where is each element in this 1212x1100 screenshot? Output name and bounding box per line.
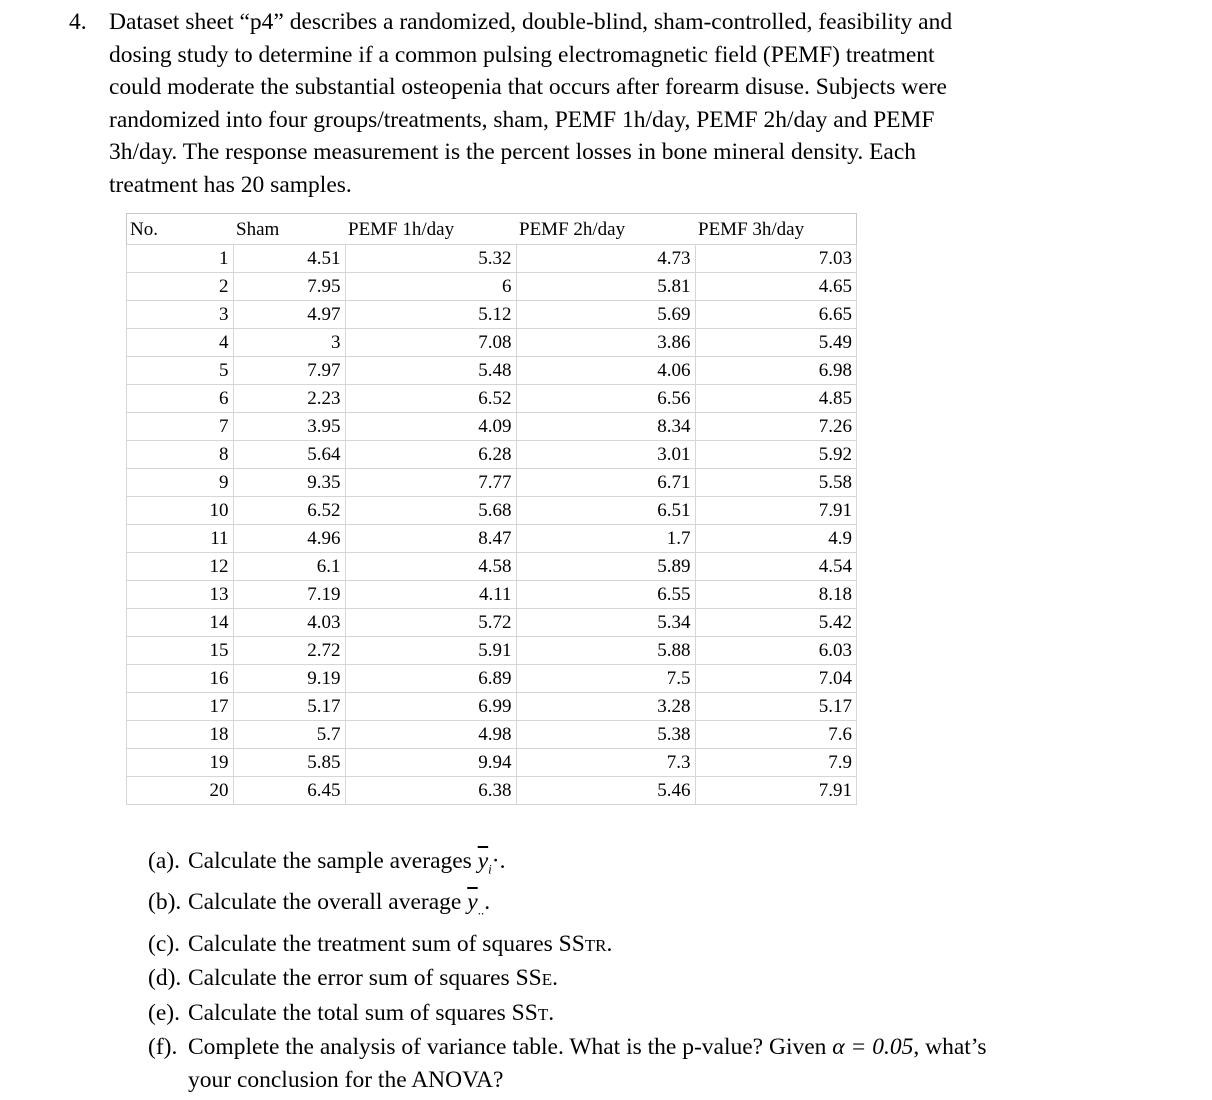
row-number: 1 <box>127 245 234 273</box>
table-row <box>127 357 857 385</box>
pemf-1h-value: 5.12 <box>345 301 516 329</box>
question-label: (e). <box>148 999 180 1026</box>
question-text: Calculate the treatment sum of squares SSTR. <box>188 930 613 957</box>
question-label: (c). <box>148 930 180 957</box>
pemf-1h-value: 4.11 <box>345 581 516 609</box>
question-a <box>148 845 986 886</box>
question-f-continuation: your conclusion for the ANOVA? <box>188 1066 504 1093</box>
pemf-3h-value: 6.03 <box>695 637 857 665</box>
pemf-2h-value: 5.88 <box>516 637 695 665</box>
pemf-2h-value: 6.55 <box>516 581 695 609</box>
problem-line: Dataset sheet “p4” describes a randomized, double-blind, sham-controlled, feasibility and <box>109 9 953 35</box>
pemf-1h-value: 5.68 <box>345 497 516 525</box>
sham-value: 3 <box>233 329 345 357</box>
sham-value: 4.03 <box>233 609 345 637</box>
row-number: 11 <box>127 525 234 553</box>
table-row <box>127 553 857 581</box>
table-row <box>127 581 857 609</box>
sham-value: 9.35 <box>233 469 345 497</box>
dataset-table <box>126 213 857 805</box>
table-row <box>127 441 857 469</box>
sham-value: 9.19 <box>233 665 345 693</box>
header-pemf-2h: PEMF 2h/day <box>519 219 626 240</box>
question-text: Complete the analysis of variance table. What is the p-value? Given α = 0.05, what’s <box>188 1034 987 1061</box>
pemf-2h-value: 7.3 <box>516 749 695 777</box>
pemf-3h-value: 6.65 <box>695 301 857 329</box>
pemf-3h-value: 7.91 <box>695 777 857 805</box>
table-row <box>127 469 857 497</box>
pemf-3h-value: 4.54 <box>695 553 857 581</box>
problem-line: treatment has 20 samples. <box>109 171 352 198</box>
row-number: 20 <box>127 777 234 805</box>
question-label: (a). <box>148 848 180 874</box>
pemf-2h-value: 7.5 <box>516 665 695 693</box>
alpha-value: α = 0.05 <box>832 1034 914 1061</box>
table-header-row <box>127 214 857 245</box>
question-text: Calculate the total sum of squares SST. <box>188 999 555 1026</box>
sham-value: 5.64 <box>233 441 345 469</box>
question-d <box>148 962 986 997</box>
pemf-1h-value: 7.77 <box>345 469 516 497</box>
row-number: 19 <box>127 749 234 777</box>
row-number: 10 <box>127 497 234 525</box>
row-number: 15 <box>127 637 234 665</box>
pemf-3h-value: 4.65 <box>695 273 857 301</box>
y-bar-symbol: $\overline{y}$ <box>477 848 489 874</box>
row-number: 5 <box>127 357 234 385</box>
sham-value: 7.95 <box>233 273 345 301</box>
table-row <box>127 721 857 749</box>
header-pemf-3h: PEMF 3h/day <box>698 219 805 240</box>
row-number: 13 <box>127 581 234 609</box>
pemf-2h-value: 6.56 <box>516 385 695 413</box>
sham-value: 7.19 <box>233 581 345 609</box>
pemf-1h-value: 6.52 <box>345 385 516 413</box>
row-number: 14 <box>127 609 234 637</box>
table-row <box>127 609 857 637</box>
table-row <box>127 525 857 553</box>
row-number: 17 <box>127 693 234 721</box>
table-row <box>127 273 857 301</box>
pemf-2h-value: 3.86 <box>516 329 695 357</box>
row-number: 2 <box>127 273 234 301</box>
pemf-2h-value: 5.38 <box>516 721 695 749</box>
problem-line: could moderate the substantial osteopenia that occurs after forearm disuse. Subjects were <box>109 74 947 101</box>
header-no: No. <box>130 219 158 240</box>
question-b <box>148 886 986 927</box>
table-row <box>127 665 857 693</box>
row-number: 16 <box>127 665 234 693</box>
pemf-3h-value: 5.92 <box>695 441 857 469</box>
sham-value: 6.52 <box>233 497 345 525</box>
question-f <box>148 1031 986 1064</box>
pemf-3h-value: 5.49 <box>695 329 857 357</box>
table-row <box>127 637 857 665</box>
pemf-2h-value: 3.28 <box>516 693 695 721</box>
pemf-1h-value: 5.48 <box>345 357 516 385</box>
row-number: 9 <box>127 469 234 497</box>
pemf-1h-value: 6.38 <box>345 777 516 805</box>
sham-value: 3.95 <box>233 413 345 441</box>
pemf-1h-value: 6.99 <box>345 693 516 721</box>
row-number: 6 <box>127 385 234 413</box>
pemf-1h-value: 5.72 <box>345 609 516 637</box>
pemf-2h-value: 4.06 <box>516 357 695 385</box>
pemf-1h-value: 5.91 <box>345 637 516 665</box>
pemf-1h-value: 7.08 <box>345 329 516 357</box>
pemf-1h-value: 4.58 <box>345 553 516 581</box>
pemf-1h-value: 8.47 <box>345 525 516 553</box>
pemf-1h-value: 6 <box>345 273 516 301</box>
table-row <box>127 777 857 805</box>
sham-value: 7.97 <box>233 357 345 385</box>
pemf-3h-value: 7.03 <box>695 245 857 273</box>
question-label: (f). <box>148 1034 178 1061</box>
sham-value: 2.23 <box>233 385 345 413</box>
pemf-3h-value: 5.17 <box>695 693 857 721</box>
problem-number: 4. <box>69 9 87 35</box>
header-pemf-1h: PEMF 1h/day <box>348 219 455 240</box>
pemf-2h-value: 6.71 <box>516 469 695 497</box>
pemf-2h-value: 5.89 <box>516 553 695 581</box>
pemf-2h-value: 4.73 <box>516 245 695 273</box>
row-number: 8 <box>127 441 234 469</box>
pemf-3h-value: 4.85 <box>695 385 857 413</box>
questions-list <box>148 845 986 1097</box>
table-row <box>127 413 857 441</box>
pemf-3h-value: 4.9 <box>695 525 857 553</box>
question-label: (b). <box>148 889 182 916</box>
pemf-2h-value: 5.81 <box>516 273 695 301</box>
sham-value: 5.85 <box>233 749 345 777</box>
header-sham: Sham <box>236 219 280 240</box>
pemf-2h-value: 1.7 <box>516 525 695 553</box>
pemf-3h-value: 8.18 <box>695 581 857 609</box>
row-number: 4 <box>127 329 234 357</box>
sham-value: 2.72 <box>233 637 345 665</box>
question-c <box>148 928 986 963</box>
pemf-2h-value: 5.69 <box>516 301 695 329</box>
row-number: 7 <box>127 413 234 441</box>
sham-value: 4.96 <box>233 525 345 553</box>
problem-line: dosing study to determine if a common pulsing electromagnetic field (PEMF) treatment <box>109 41 935 68</box>
table-body <box>127 245 857 805</box>
row-number: 3 <box>127 301 234 329</box>
table-row <box>127 693 857 721</box>
question-text: Calculate the overall average $\overline{y}_{..}$. <box>188 889 491 918</box>
pemf-3h-value: 7.04 <box>695 665 857 693</box>
sham-value: 5.17 <box>233 693 345 721</box>
row-number: 12 <box>127 553 234 581</box>
pemf-3h-value: 5.58 <box>695 469 857 497</box>
pemf-1h-value: 5.32 <box>345 245 516 273</box>
table-row <box>127 301 857 329</box>
pemf-2h-value: 8.34 <box>516 413 695 441</box>
problem-line: randomized into four groups/treatments, sham, PEMF 1h/day, PEMF 2h/day and PEMF <box>109 106 935 133</box>
sham-value: 6.1 <box>233 553 345 581</box>
pemf-1h-value: 4.98 <box>345 721 516 749</box>
pemf-1h-value: 6.28 <box>345 441 516 469</box>
table-row <box>127 497 857 525</box>
question-label: (d). <box>148 965 182 992</box>
pemf-3h-value: 6.98 <box>695 357 857 385</box>
sham-value: 5.7 <box>233 721 345 749</box>
pemf-2h-value: 5.34 <box>516 609 695 637</box>
pemf-2h-value: 6.51 <box>516 497 695 525</box>
problem-statement <box>109 6 1119 202</box>
table-row <box>127 749 857 777</box>
pemf-1h-value: 9.94 <box>345 749 516 777</box>
table-row <box>127 385 857 413</box>
pemf-3h-value: 7.91 <box>695 497 857 525</box>
pemf-1h-value: 6.89 <box>345 665 516 693</box>
sham-value: 4.97 <box>233 301 345 329</box>
question-e <box>148 997 986 1032</box>
pemf-1h-value: 4.09 <box>345 413 516 441</box>
sham-value: 4.51 <box>233 245 345 273</box>
pemf-2h-value: 3.01 <box>516 441 695 469</box>
row-number: 18 <box>127 721 234 749</box>
problem-line: 3h/day. The response measurement is the percent losses in bone mineral density. Each <box>109 139 917 166</box>
pemf-3h-value: 7.9 <box>695 749 857 777</box>
pemf-3h-value: 7.6 <box>695 721 857 749</box>
pemf-3h-value: 5.42 <box>695 609 857 637</box>
question-text: Calculate the sample averages $\overline{y}_i\cdot$. <box>188 848 506 877</box>
pemf-3h-value: 7.26 <box>695 413 857 441</box>
y-bar-symbol: $\overline{y}$ <box>467 889 478 916</box>
question-text: Calculate the error sum of squares SSE. <box>188 965 558 992</box>
sham-value: 6.45 <box>233 777 345 805</box>
table-row <box>127 329 857 357</box>
pemf-2h-value: 5.46 <box>516 777 695 805</box>
table-row <box>127 245 857 273</box>
